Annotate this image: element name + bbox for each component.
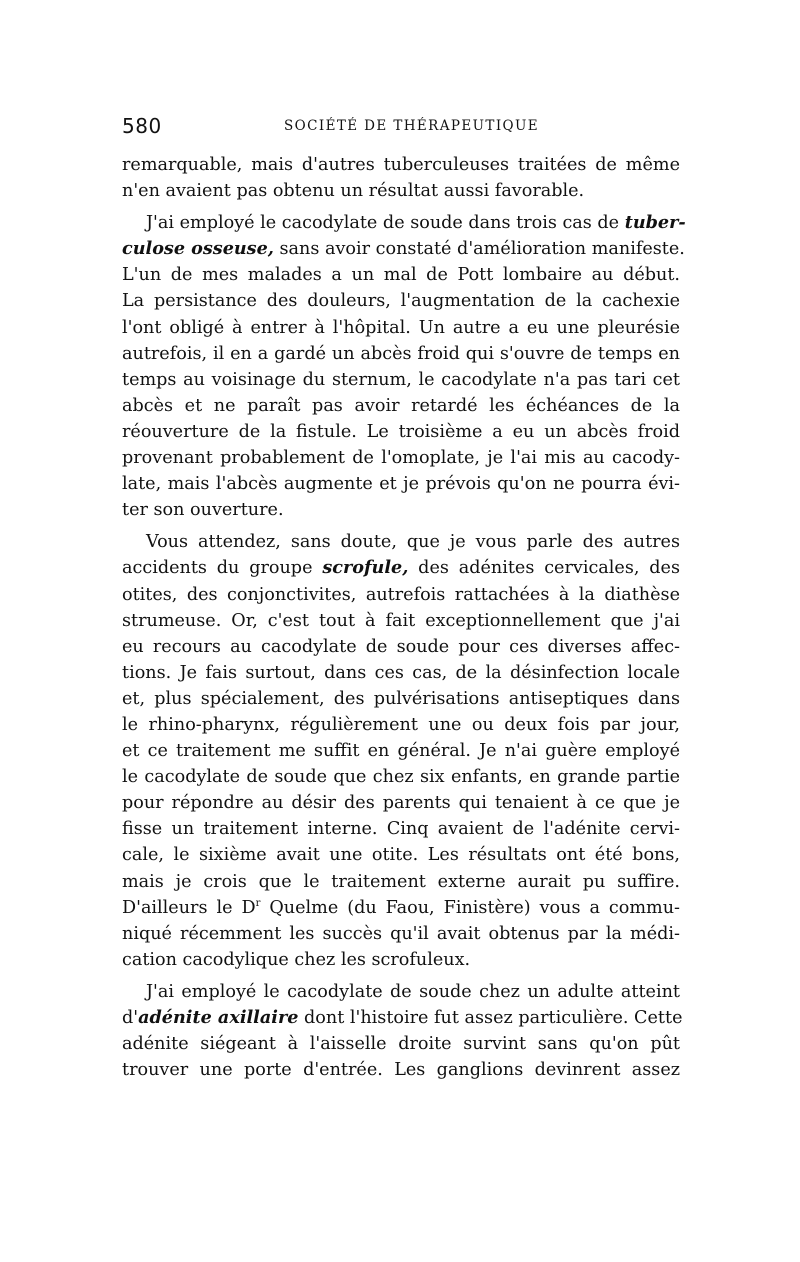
text-line: autrefois, il en a gardé un abcès froid qui s'ouvre de temps en	[122, 343, 680, 364]
text-run: accidents du groupe	[122, 558, 323, 579]
text-line: niqué récemment les succès qu'il avait obtenus par la médi-	[122, 923, 680, 944]
text-line: L'un de mes malades a un mal de Pott lombaire au début.	[122, 265, 680, 286]
text-line: tions. Je fais surtout, dans ces cas, de la désinfection locale	[122, 662, 680, 683]
text-line: Vous attendez, sans doute, que je vous parle des autres	[146, 532, 680, 553]
text-line: le cacodylate de soude que chez six enfants, en grande partie	[122, 767, 680, 788]
text-line: remarquable, mais d'autres tuberculeuses traitées de même	[122, 155, 680, 175]
text-line	[122, 555, 680, 581]
text-line: La persistance des douleurs, l'augmentation de la cachexie	[122, 291, 680, 312]
italic-term: culose osseuse,	[122, 238, 274, 260]
text-line: et ce traitement me suffit en général. Je n'ai guère employé	[122, 741, 680, 762]
text-line: trouver une porte d'entrée. Les ganglions devinrent assez	[122, 1060, 680, 1081]
superscript: r	[255, 897, 261, 909]
text-run: Quelme (du Faou, Finistère) vous a commu-	[260, 897, 680, 918]
text-line: abcès et ne paraît pas avoir retardé les échéances de la	[122, 395, 680, 416]
text-line: eu recours au cacodylate de soude pour ces diverses affec-	[122, 636, 680, 657]
text-line: fisse un traitement interne. Cinq avaient de l'adénite cervi-	[122, 819, 680, 840]
text-line: cation cacodylique chez les scrofuleux.	[122, 949, 471, 970]
italic-term: tuber-	[624, 212, 686, 234]
text-run: sans avoir constaté d'amélioration manifeste.	[273, 239, 685, 260]
text-line: réouverture de la fistule. Le troisième a eu un abcès froid	[122, 421, 680, 442]
text-line: pour répondre au désir des parents qui tenaient à ce que je	[122, 793, 680, 814]
text-line	[122, 1005, 683, 1031]
text-run: des adénites cervicales, des	[408, 558, 681, 579]
text-run: d'	[122, 1008, 139, 1028]
text-line: strumeuse. Or, c'est tout à fait exceptionnellement que j'ai	[122, 610, 680, 631]
text-line: temps au voisinage du sternum, le cacodylate n'a pas tari cet	[122, 369, 680, 390]
text-line: l'ont obligé à entrer à l'hôpital. Un autre a eu une pleurésie	[122, 317, 680, 338]
text-line: J'ai employé le cacodylate de soude chez un adulte atteint	[146, 981, 680, 1002]
body-text	[122, 152, 686, 1083]
italic-term: adénite axillaire	[138, 1007, 299, 1028]
text-line: cale, le sixième avait une otite. Les résultats ont été bons,	[122, 845, 680, 866]
text-line: late, mais l'abcès augmente et je prévois qu'on ne pourra évi-	[122, 474, 680, 495]
running-head: SOCIÉTÉ DE THÉRAPEUTIQUE	[284, 118, 540, 134]
page-number: 580	[122, 114, 162, 138]
text-run: dont l'histoire fut assez particulière. Cette	[298, 1008, 683, 1028]
italic-term: scrofule,	[322, 557, 409, 579]
text-run: D'ailleurs le D	[122, 897, 256, 918]
text-run: J'ai employé le cacodylate de soude dans trois cas de	[146, 213, 625, 234]
text-line: n'en avaient pas obtenu un résultat aussi favorable.	[122, 181, 585, 202]
text-line: ter son ouverture.	[122, 500, 284, 521]
text-line: mais je crois que le traitement externe aurait pu suffire.	[122, 871, 680, 892]
text-line: adénite siégeant à l'aisselle droite survint sans qu'on pût	[122, 1034, 680, 1055]
text-line	[122, 895, 680, 921]
text-line: et, plus spécialement, des pulvérisations antiseptiques dans	[122, 688, 680, 709]
text-line: otites, des conjonctivites, autrefois rattachées à la diathèse	[122, 584, 680, 605]
text-line: provenant probablement de l'omoplate, je l'ai mis au cacody-	[122, 448, 680, 469]
page-header	[122, 114, 680, 144]
text-line	[122, 210, 686, 236]
text-line: le rhino-pharynx, régulièrement une ou deux fois par jour,	[122, 714, 680, 735]
text-line	[122, 236, 685, 262]
